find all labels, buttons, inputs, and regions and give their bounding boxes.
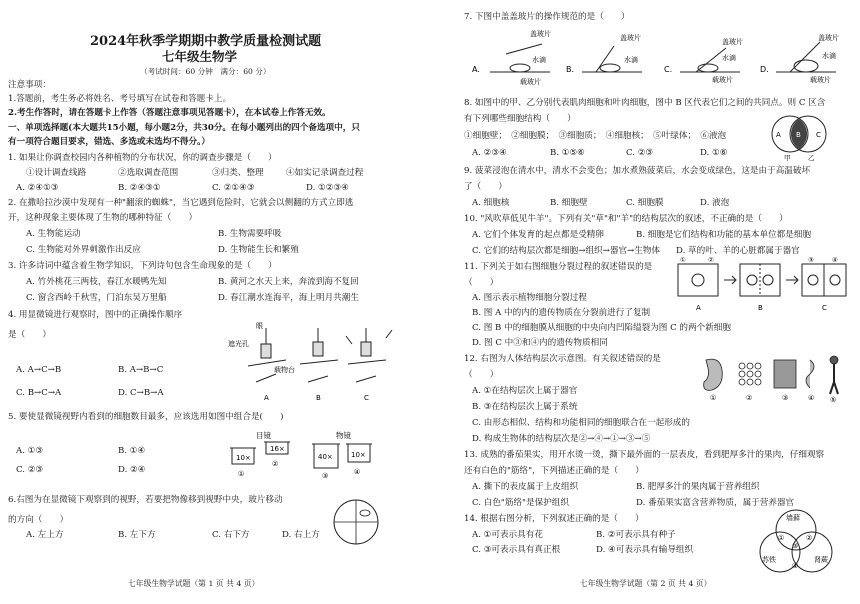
q12-marker-2: ② (746, 394, 753, 402)
question-4-cont: 是（ ） (8, 330, 51, 340)
q12-option-d[interactable]: D. 构成生物体的结构层次是②→④→①→③→⑤ (472, 434, 651, 444)
q8-venn-figure (766, 112, 832, 162)
q12-marker-4: ④ (808, 394, 815, 402)
q11-marker-4: ④ (832, 256, 838, 264)
q13-option-b[interactable]: B. 肥厚多汁的果肉属于营养组织 (636, 482, 760, 492)
question-8: 8. 如图中的甲、乙分别代表肌肉细胞和叶肉细胞，图中 B 区代表它们之间的共同点。则 C 区含 (464, 98, 826, 108)
notice-2: 2.考生作答时，请在答题卡上作答（答题注意事项见答题卡），在本试卷上作答无效。 (8, 108, 331, 118)
question-11: 11. 下列关于如右图细胞分裂过程的叙述错误的是 (464, 262, 653, 272)
q12-option-b[interactable]: B. ③在结构层次上属于系统 (472, 402, 578, 412)
question-6: 6.右图为在显微镜下观察到的视野，若要把物像移到视野中央，玻片移动 (8, 495, 283, 505)
q11-option-d[interactable]: D. 图 C 中③和④内的遗传物质相同 (472, 338, 608, 348)
q2-option-b[interactable]: B. 生物需要呼吸 (218, 229, 282, 239)
q7-d-water: 水滴 (822, 52, 836, 60)
q8-option-c[interactable]: C. ②③ (626, 148, 654, 158)
q3-option-d[interactable]: D. 春江潮水连海平，海上明月共潮生 (218, 293, 359, 303)
q12-marker-5: ⑤ (830, 396, 837, 404)
q13-option-d[interactable]: D. 番茄果实富含营养物质，属于营养器官 (636, 498, 795, 508)
notice-heading: 注意事项： (8, 80, 51, 90)
q6-option-b[interactable]: B. 左下方 (118, 530, 156, 540)
q7-c-slide: 载玻片 (712, 76, 733, 84)
notice-1: 1.答题前，考生务必将姓名、考号填写在试卷和答题卡上。 (8, 94, 232, 104)
q8-option-a[interactable]: A. ②③④ (472, 148, 507, 158)
q4-microscope-figure (226, 322, 396, 404)
section-1-heading-cont: 有一项符合题目要求，错选、多选或未选均不得分。） (8, 137, 210, 147)
question-12: 12. 右图为人体结构层次示意图。有关叙述错误的是 (464, 354, 661, 364)
q2-option-d[interactable]: D. 生物能生长和繁殖 (218, 245, 299, 255)
q9-option-c[interactable]: C. 细胞膜 (626, 198, 664, 208)
q13-option-a[interactable]: A. 撕下的表皮属于上皮组织 (472, 482, 579, 492)
question-12-cont: （ ） (464, 370, 499, 380)
q11-label-a: A (696, 304, 701, 312)
q1-item-3: ③归类、整理 (212, 168, 264, 178)
q3-option-b[interactable]: B. 黄河之水天上来，奔流到海不复回 (218, 277, 359, 287)
q14-venn-figure (748, 506, 844, 580)
q14-option-a[interactable]: A. ①可表示具有花 (472, 530, 543, 540)
q5-marker-1: ① (238, 470, 245, 478)
q8-venn-b: B (796, 131, 801, 139)
q5-objective-label: 物镜 (336, 431, 351, 440)
exam-info: （考试时间：60 分钟 满分：60 分） (140, 67, 271, 76)
question-6-cont: 的方向（ ） (8, 515, 69, 525)
q1-option-d[interactable]: D. ①②③④ (306, 183, 349, 193)
q1-item-4: ④如实记录调查过程 (286, 168, 364, 178)
page-2-footer: 七年级生物学试题（第 2 页 共 4 页） (580, 579, 712, 588)
exam-page-2 (430, 0, 860, 604)
exam-title: 2024年秋季学期期中教学质量检测试题 (90, 34, 322, 49)
q5-marker-2: ② (272, 460, 279, 468)
q14-option-c[interactable]: C. ③可表示具有真正根 (472, 545, 561, 555)
q7-b-coverslip: 盖玻片 (620, 34, 641, 42)
q5-lens-4: 10× (351, 451, 366, 459)
q8-venn-yi: 乙 (808, 154, 815, 162)
q11-marker-1: ① (680, 256, 686, 264)
q9-option-b[interactable]: B. 细胞壁 (550, 198, 588, 208)
q1-option-a[interactable]: A. ②④①③ (16, 183, 59, 193)
q10-option-b[interactable]: B. 细胞是它们结构和功能的基本单位都是细胞 (636, 230, 812, 240)
q7-a-slide: 载玻片 (520, 78, 541, 86)
q7-a-water: 水滴 (532, 56, 546, 64)
q14-option-b[interactable]: B. ②可表示具有种子 (596, 530, 676, 540)
q4-label-a: A (264, 394, 269, 402)
q11-marker-3: ③ (808, 256, 814, 264)
q1-option-b[interactable]: B. ②④③① (118, 183, 161, 193)
q4-option-b[interactable]: B. A→B→C (118, 365, 164, 375)
section-1-heading: 一、单项选择题(本大题共15小题，每小题2分，共30分。在每小题列出的四个备选项中，只 (8, 123, 360, 133)
q11-marker-2: ② (708, 256, 714, 264)
q3-option-a[interactable]: A. 竹外桃花三两枝，春江水暖鸭先知 (26, 277, 167, 287)
question-13-cont: 还有白色的"筋络"，下列描述正确的是（ ） (464, 466, 644, 476)
q7-a-coverslip: 盖玻片 (530, 30, 551, 38)
q1-option-c[interactable]: C. ②①④③ (212, 183, 255, 193)
q4-label-c: C (364, 394, 369, 402)
q11-label-c: C (822, 304, 827, 312)
q5-lens-2: 16× (270, 445, 285, 453)
question-1: 1. 如果让你调查校园内各种植物的分布状况，你的调查步骤是（ ） (8, 153, 277, 163)
question-10: 10. "风吹草低见牛羊"。下列有关"草"和"羊"的结构层次的叙述，不正确的是（ ） (464, 214, 788, 224)
q8-venn-jia: 甲 (784, 154, 791, 162)
q8-items: ①细胞壁； ②细胞膜； ③细胞质； ④细胞核； ⑤叶绿体； ⑥液泡 (464, 131, 727, 141)
q5-option-b[interactable]: B. ①④ (118, 446, 146, 456)
q7-d-coverslip: 盖玻片 (818, 34, 839, 42)
q5-option-a[interactable]: A. ①③ (16, 446, 44, 456)
q4-option-a[interactable]: A. A→C→B (16, 365, 62, 375)
q7-letter-a[interactable]: A. (472, 65, 480, 74)
q2-option-a[interactable]: A. 生物能运动 (26, 229, 81, 239)
question-8-cont: 有下列哪些细胞结构（ ） (464, 114, 576, 124)
q10-option-d[interactable]: D. 草的叶、羊的心脏都属于器官 (676, 246, 800, 256)
q8-venn-a: A (776, 131, 781, 139)
q3-option-c[interactable]: C. 窗含西岭千秋雪，门泊东吴万里船 (26, 293, 167, 303)
q5-marker-3: ③ (322, 472, 329, 480)
q11-cell-division-figure (674, 258, 850, 316)
q9-option-d[interactable]: D. 液泡 (700, 198, 730, 208)
q7-coverslip-figure (470, 26, 860, 86)
q4-label-aperture: 遮光孔 (228, 340, 249, 348)
q14-label-cycad: 苏铁 (762, 556, 776, 564)
question-3: 3. 许多诗词中蕴含着生物学知识，下列诗句包含生命现象的是（ ） (8, 261, 277, 271)
q1-item-2: ②选取调查范围 (118, 168, 179, 178)
q11-option-b[interactable]: B. 图 A 中的内的遗传物质在分裂前进行了复制 (472, 308, 651, 318)
exam-subtitle: 七年级生物学 (162, 49, 238, 64)
q8-option-d[interactable]: D. ①⑥ (700, 148, 728, 158)
q7-letter-d[interactable]: D. (760, 65, 769, 74)
q12-option-a[interactable]: A. ①在结构层次上属于器官 (472, 386, 578, 396)
q14-marker-2: ② (806, 534, 813, 542)
q7-b-water: 水滴 (624, 56, 638, 64)
q6-field-of-view-figure (332, 498, 380, 546)
q5-lens-figure (226, 430, 396, 482)
q14-option-d[interactable]: D. ④可表示具有输导组织 (596, 545, 694, 555)
q5-option-c[interactable]: C. ②③ (16, 465, 44, 475)
q12-marker-3: ③ (782, 394, 789, 402)
question-5: 5. 要使显微镜视野内看到的细胞数目最多，应该选用如图中组合是( ) (8, 412, 284, 422)
q10-option-c[interactable]: C. 它们的结构层次都是细胞→组织→器官→生物体 (472, 246, 661, 256)
q14-marker-3: ③ (792, 542, 799, 550)
question-4: 4. 用显微镜进行观察时，图中的正确操作顺序 (8, 310, 183, 320)
q4-label-b: B (316, 394, 321, 402)
q10-option-a[interactable]: A. 它们个体发育的起点都是受精卵 (472, 230, 604, 240)
q7-c-coverslip: 盖玻片 (722, 38, 743, 46)
q6-option-d[interactable]: D. 右上方 (282, 530, 320, 540)
q4-option-d[interactable]: D. C→B→A (118, 388, 164, 398)
q12-marker-1: ① (710, 394, 717, 402)
q14-label-fern: 肾蕨 (814, 556, 828, 564)
question-7: 7. 下图中盖盖玻片的操作规范的是（ ） (464, 12, 630, 22)
q4-option-c[interactable]: C. B→C→A (16, 388, 62, 398)
q6-option-c[interactable]: C. 右下方 (212, 530, 250, 540)
q7-c-water: 水滴 (722, 54, 736, 62)
q6-option-a[interactable]: A. 左上方 (26, 530, 64, 540)
page-1-footer: 七年级生物学试题（第 1 页 共 4 页） (128, 579, 260, 588)
q8-venn-c: C (816, 131, 821, 139)
q5-eyepiece-label: 目镜 (256, 431, 271, 440)
q4-label-eye: 眼 (256, 322, 263, 330)
q9-option-a[interactable]: A. 细胞核 (472, 198, 510, 208)
q8-option-b[interactable]: B. ①⑤⑥ (550, 148, 585, 158)
q12-body-structure-figure (698, 352, 848, 402)
q11-label-b: B (758, 304, 763, 312)
question-2: 2. 在撒哈拉沙漠中发现有一种"翻滚的蜘蛛"，当它遇到危险时，它就会以侧翻的方式立即逃 (8, 198, 354, 208)
question-13: 13. 成熟的番茄果实，用开水烫一烫，撕下最外面的一层表皮，看到肥厚多汁的果肉，仔细观察 (464, 450, 825, 460)
question-9: 9. 菠菜浸泡在清水中，清水不会变色；加水煮熟菠菜后，水会变成绿色，这是由于高温破坏 (464, 166, 811, 176)
q13-option-c[interactable]: C. 白色"筋络"是保护组织 (472, 498, 569, 508)
q1-item-1: ①设计调查线路 (26, 168, 87, 178)
q5-marker-4: ④ (354, 468, 361, 476)
q5-lens-1: 10× (236, 454, 251, 462)
q5-lens-3: 40× (318, 453, 333, 461)
q14-marker-4: ④ (792, 562, 799, 570)
q5-option-d[interactable]: D. ②④ (118, 465, 146, 475)
q14-label-moss: 墙藓 (786, 514, 800, 522)
q12-option-c[interactable]: C. 由形态相似、结构和功能相同的细胞联合在一起形成的 (472, 418, 690, 428)
q11-option-c[interactable]: C. 图 B 中的细胞膜从细胞的中央向内凹陷缢裂为图 C 的两个新细胞 (472, 323, 731, 333)
q14-marker-1: ① (778, 534, 785, 542)
question-9-cont: 了（ ） (464, 182, 507, 192)
question-2-cont: 开，这种现象主要体现了生物的哪种特征（ ） (8, 213, 198, 223)
question-11-cont: （ ） (464, 278, 499, 288)
question-14: 14. 根据右图分析，下列叙述正确的是（ ） (464, 514, 644, 524)
q4-label-stage: 载物台 (274, 366, 295, 374)
q7-d-slide: 载玻片 (810, 76, 831, 84)
q7-letter-c[interactable]: C. (664, 65, 673, 74)
q11-option-a[interactable]: A. 图示表示植物细胞分裂过程 (472, 293, 587, 303)
q7-letter-b[interactable]: B. (566, 65, 575, 74)
q2-option-c[interactable]: C. 生物能对外界刺激作出反应 (26, 245, 141, 255)
